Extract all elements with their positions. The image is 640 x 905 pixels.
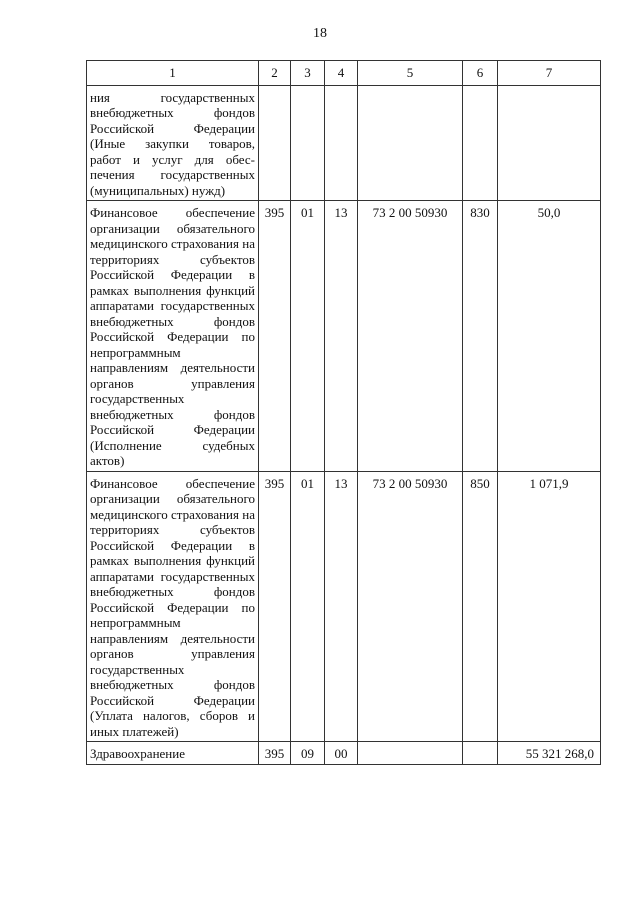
amount-cell bbox=[498, 85, 601, 201]
column-header: 4 bbox=[325, 61, 358, 86]
row-description: Здравоохранение bbox=[87, 742, 259, 765]
table-row bbox=[87, 85, 601, 201]
subsection-cell: 00 bbox=[325, 742, 358, 765]
subsection-cell: 13 bbox=[325, 471, 358, 742]
target-article-cell bbox=[358, 742, 463, 765]
expense-type-cell bbox=[463, 85, 498, 201]
amount-cell: 50,0 bbox=[498, 201, 601, 472]
column-header: 7 bbox=[498, 61, 601, 86]
column-header: 2 bbox=[259, 61, 291, 86]
table-row bbox=[87, 471, 601, 742]
amount-cell: 55 321 268,0 bbox=[498, 742, 601, 765]
table-header-row bbox=[87, 61, 601, 86]
expense-type-cell bbox=[463, 742, 498, 765]
subsection-cell: 13 bbox=[325, 201, 358, 472]
column-header: 5 bbox=[358, 61, 463, 86]
amount-cell: 1 071,9 bbox=[498, 471, 601, 742]
admin-code-cell: 395 bbox=[259, 742, 291, 765]
row-description: ния государственных внебюджетных фондов Российской Федерации (Иные закупки товаров, работ и услуг для обеспечения государственных (муниципальных) нужд) bbox=[87, 85, 259, 201]
target-article-cell bbox=[358, 85, 463, 201]
admin-code-cell: 395 bbox=[259, 201, 291, 472]
subsection-cell bbox=[325, 85, 358, 201]
expense-type-cell: 850 bbox=[463, 471, 498, 742]
section-cell bbox=[291, 85, 325, 201]
target-article-cell: 73 2 00 50930 bbox=[358, 201, 463, 472]
section-cell: 01 bbox=[291, 201, 325, 472]
row-description: Финансовое обеспечение организации обязательного медицинского страхования на территориях субъектов Российской Федерации в рамках выполнения функций аппаратами государственных внебюджетных фондов Российской Федерации по непрограммным направлениям деятельности органов управления государственных внебюджетных фондов Российской Федерации (Исполнение судебных актов) bbox=[87, 201, 259, 472]
budget-table bbox=[86, 60, 601, 765]
admin-code-cell bbox=[259, 85, 291, 201]
page-number: 18 bbox=[313, 26, 327, 41]
admin-code-cell: 395 bbox=[259, 471, 291, 742]
section-cell: 01 bbox=[291, 471, 325, 742]
column-header: 3 bbox=[291, 61, 325, 86]
section-cell: 09 bbox=[291, 742, 325, 765]
table-row bbox=[87, 742, 601, 765]
row-description: Финансовое обеспечение организации обязательного медицинского страхования на территориях субъектов Российской Федерации в рамках выполнения функций аппаратами государственных внебюджетных фондов Российской Федерации по непрограммным направлениям деятельности органов управления государственных внебюджетных фондов Российской Федерации (Уплата налогов, сборов и иных платежей) bbox=[87, 471, 259, 742]
expense-type-cell: 830 bbox=[463, 201, 498, 472]
column-header: 6 bbox=[463, 61, 498, 86]
table-row bbox=[87, 201, 601, 472]
target-article-cell: 73 2 00 50930 bbox=[358, 471, 463, 742]
column-header: 1 bbox=[87, 61, 259, 86]
